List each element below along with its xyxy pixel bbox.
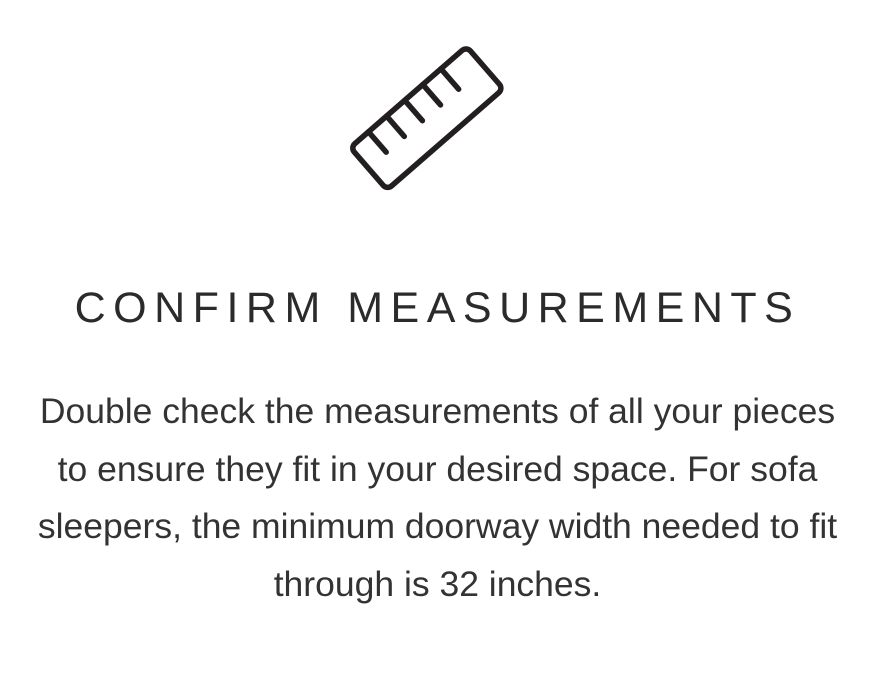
page-title: CONFIRM MEASUREMENTS — [74, 284, 801, 332]
ruler-icon — [318, 36, 558, 226]
description-text: Double check the measurements of all your pieces to ensure they fit in your desired space. For sofa sleepers, the minimum doorway width needed to fit through is 32 inches. — [37, 391, 838, 604]
